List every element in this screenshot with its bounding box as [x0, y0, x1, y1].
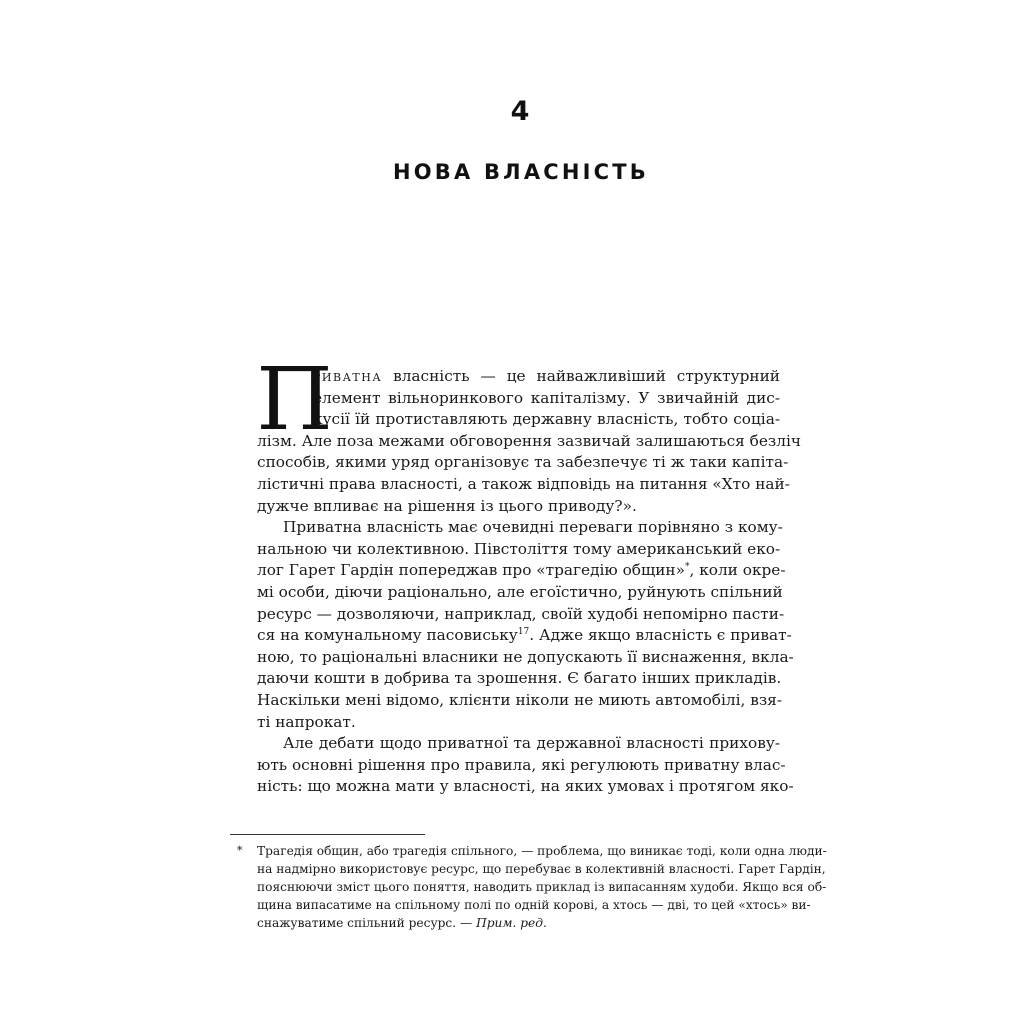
text-line: елемент вільноринкового капіталізму. У звичайній дис- — [313, 388, 780, 407]
text-fragment: ся на комунальному пасовиську — [257, 626, 518, 645]
footnote-line: Трагедія общин, або трагедія спільного, — проблема, що виникає тоді, коли одна люди- — [257, 844, 827, 858]
text-line: ресурс — дозволяючи, наприклад, своїй худобі непомірно пасти- — [257, 604, 785, 623]
text-fragment: лог Гарет Гардін попереджав про «трагедію общин» — [257, 561, 685, 580]
footnote-line: на надмірно використовує ресурс, що перебуває в колективній власності. Гарет Гардін, — [257, 862, 826, 876]
text-line — [257, 560, 786, 582]
text-line: кусії їй протиставляють державну власність, тобто соціа- — [313, 410, 780, 429]
footnote — [237, 842, 827, 932]
text-line: Але дебати щодо приватної та державної власності прихову- — [283, 734, 780, 753]
footnote-divider — [230, 834, 425, 835]
footnote-reference[interactable]: * — [684, 562, 690, 573]
text-line: нальною чи колективною. Півстоліття тому американський еко- — [257, 539, 781, 558]
body-text — [256, 350, 801, 798]
text-fragment: снажуватиме спільний ресурс. — — [257, 916, 477, 930]
text-line: ють основні рішення про правила, які регулюють приватну влас- — [257, 755, 786, 774]
text-line: ті напрокат. — [257, 712, 356, 731]
text-fragment: . Адже якщо власність є приват- — [529, 626, 792, 645]
footnote-mark: * — [237, 844, 243, 857]
footnote-line: щина випасатиме на спільному полі по одній корові, а хтось — дві, то цей «хтось» ви- — [257, 898, 811, 912]
text-line: Приватна власність має очевидні переваги порівняно з кому- — [283, 518, 783, 537]
text-line — [257, 625, 792, 647]
text-line: лізм. Але поза межами обговорення зазвичай залишаються безліч — [257, 431, 801, 450]
text-line: ною, то раціональні власники не допускають її виснаження, вкла- — [257, 647, 794, 666]
text-line — [257, 366, 780, 388]
text-fragment: , коли окре- — [689, 561, 786, 580]
text-line: лістичні права власності, а також відповідь на питання «Хто най- — [257, 474, 790, 493]
first-word-smallcaps: риватна — [313, 367, 383, 385]
text-fragment: власність — це найважливіший структурний — [382, 367, 780, 385]
text-line: дужче впливає на рішення із цього приводу?». — [257, 496, 637, 515]
chapter-number: 4 — [510, 96, 530, 127]
footnote-line — [257, 914, 780, 932]
endnote-reference[interactable]: 17 — [517, 627, 530, 638]
text-line: даючи кошти в добрива та зрошення. Є багато інших прикладів. — [257, 669, 782, 688]
text-line: способів, якими уряд організовує та забезпечує ті ж таки капіта- — [257, 453, 789, 472]
text-line: Наскільки мені відомо, клієнти ніколи не миють автомобілі, взя- — [257, 690, 782, 709]
text-line: мі особи, діючи раціонально, але егоїстично, руйнують спільний — [257, 582, 783, 601]
drop-cap: П — [256, 350, 333, 450]
editor-note-attribution: Прим. ред. — [476, 916, 547, 930]
footnote-line: пояснюючи зміст цього поняття, наводить приклад із випасанням худоби. Якщо вся об- — [257, 880, 827, 894]
chapter-title: НОВА ВЛАСНІСТЬ — [392, 160, 650, 184]
text-line: ність: що можна мати у власності, на яких умовах і протягом яко- — [257, 777, 794, 796]
